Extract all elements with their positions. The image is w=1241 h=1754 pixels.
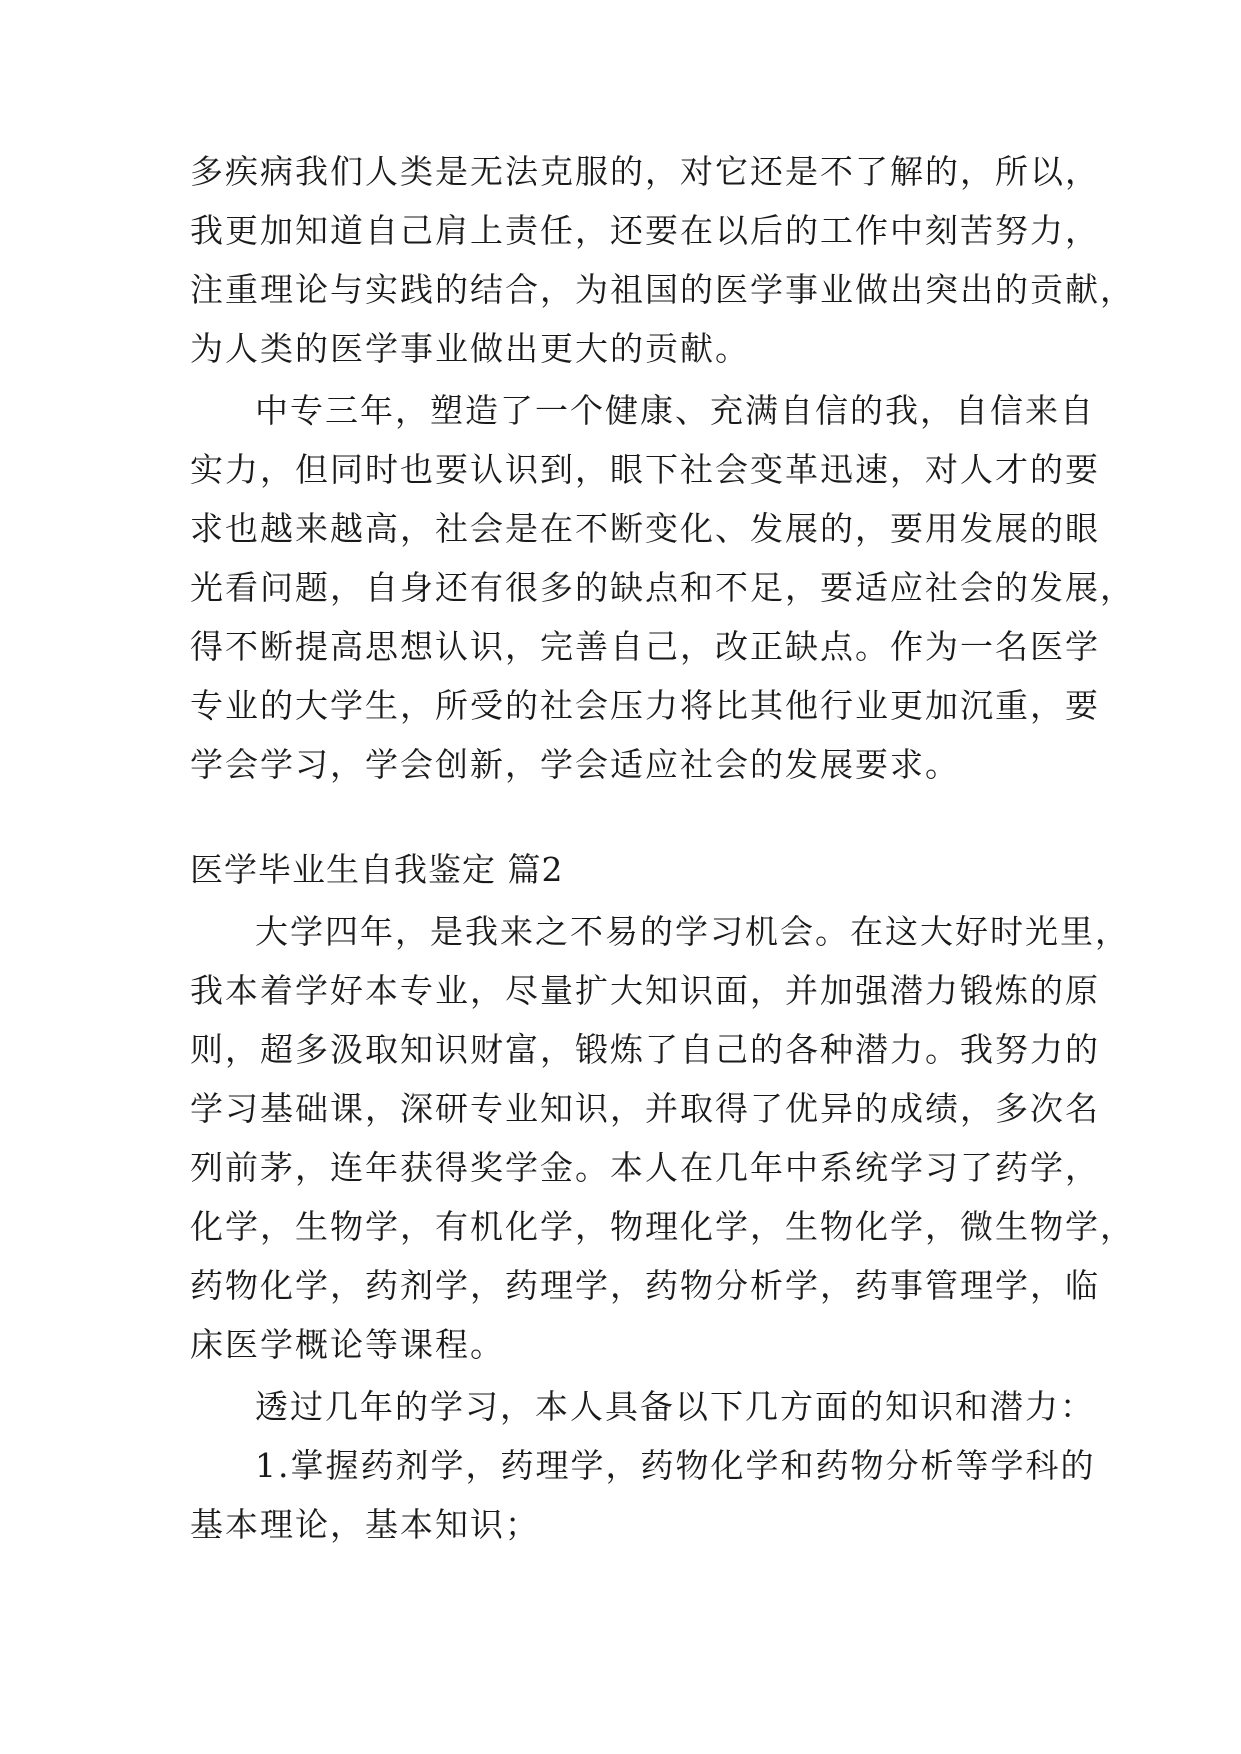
- text-line: 注重理论与实践的结合，为祖国的医学事业做出突出的贡献，: [190, 270, 1135, 309]
- text-line: 列前茅，连年获得奖学金。本人在几年中系统学习了药学，: [190, 1148, 1100, 1187]
- text-line: 得不断提高思想认识，完善自己，改正缺点。作为一名医学: [190, 627, 1100, 666]
- text-line: 学会学习，学会创新，学会适应社会的发展要求。: [190, 745, 960, 784]
- text-line: 化学，生物学，有机化学，物理化学，生物化学，微生物学，: [190, 1207, 1135, 1246]
- text-line: 我本着学好本专业，尽量扩大知识面，并加强潜力锻炼的原: [190, 971, 1100, 1010]
- text-line: 床医学概论等课程。: [190, 1325, 505, 1364]
- text-line: 求也越来越高，社会是在不断变化、发展的，要用发展的眼: [190, 509, 1100, 548]
- list-item: 1.掌握药剂学，药理学，药物化学和药物分析等学科的: [255, 1446, 1096, 1485]
- text-line: 实力，但同时也要认识到，眼下社会变革迅速，对人才的要: [190, 450, 1100, 489]
- text-line: 基本理论，基本知识；: [190, 1505, 540, 1544]
- text-line: 学习基础课，深研专业知识，并取得了优异的成绩，多次名: [190, 1089, 1100, 1128]
- section-heading: 医学毕业生自我鉴定 篇2: [190, 850, 564, 889]
- text-line: 多疾病我们人类是无法克服的，对它还是不了解的，所以，: [190, 152, 1100, 191]
- text-line: 则，超多汲取知识财富，锻炼了自己的各种潜力。我努力的: [190, 1030, 1100, 1069]
- text-line: 中专三年，塑造了一个健康、充满自信的我，自信来自: [255, 391, 1095, 430]
- text-line: 大学四年，是我来之不易的学习机会。在这大好时光里，: [255, 912, 1130, 951]
- text-line: 药物化学，药剂学，药理学，药物分析学，药事管理学，临: [190, 1266, 1100, 1305]
- text-line: 为人类的医学事业做出更大的贡献。: [190, 329, 750, 368]
- text-line: 透过几年的学习，本人具备以下几方面的知识和潜力：: [255, 1387, 1095, 1426]
- text-line: 光看问题，自身还有很多的缺点和不足，要适应社会的发展，: [190, 568, 1135, 607]
- text-line: 专业的大学生，所受的社会压力将比其他行业更加沉重，要: [190, 686, 1100, 725]
- text-line: 我更加知道自己肩上责任，还要在以后的工作中刻苦努力，: [190, 211, 1100, 250]
